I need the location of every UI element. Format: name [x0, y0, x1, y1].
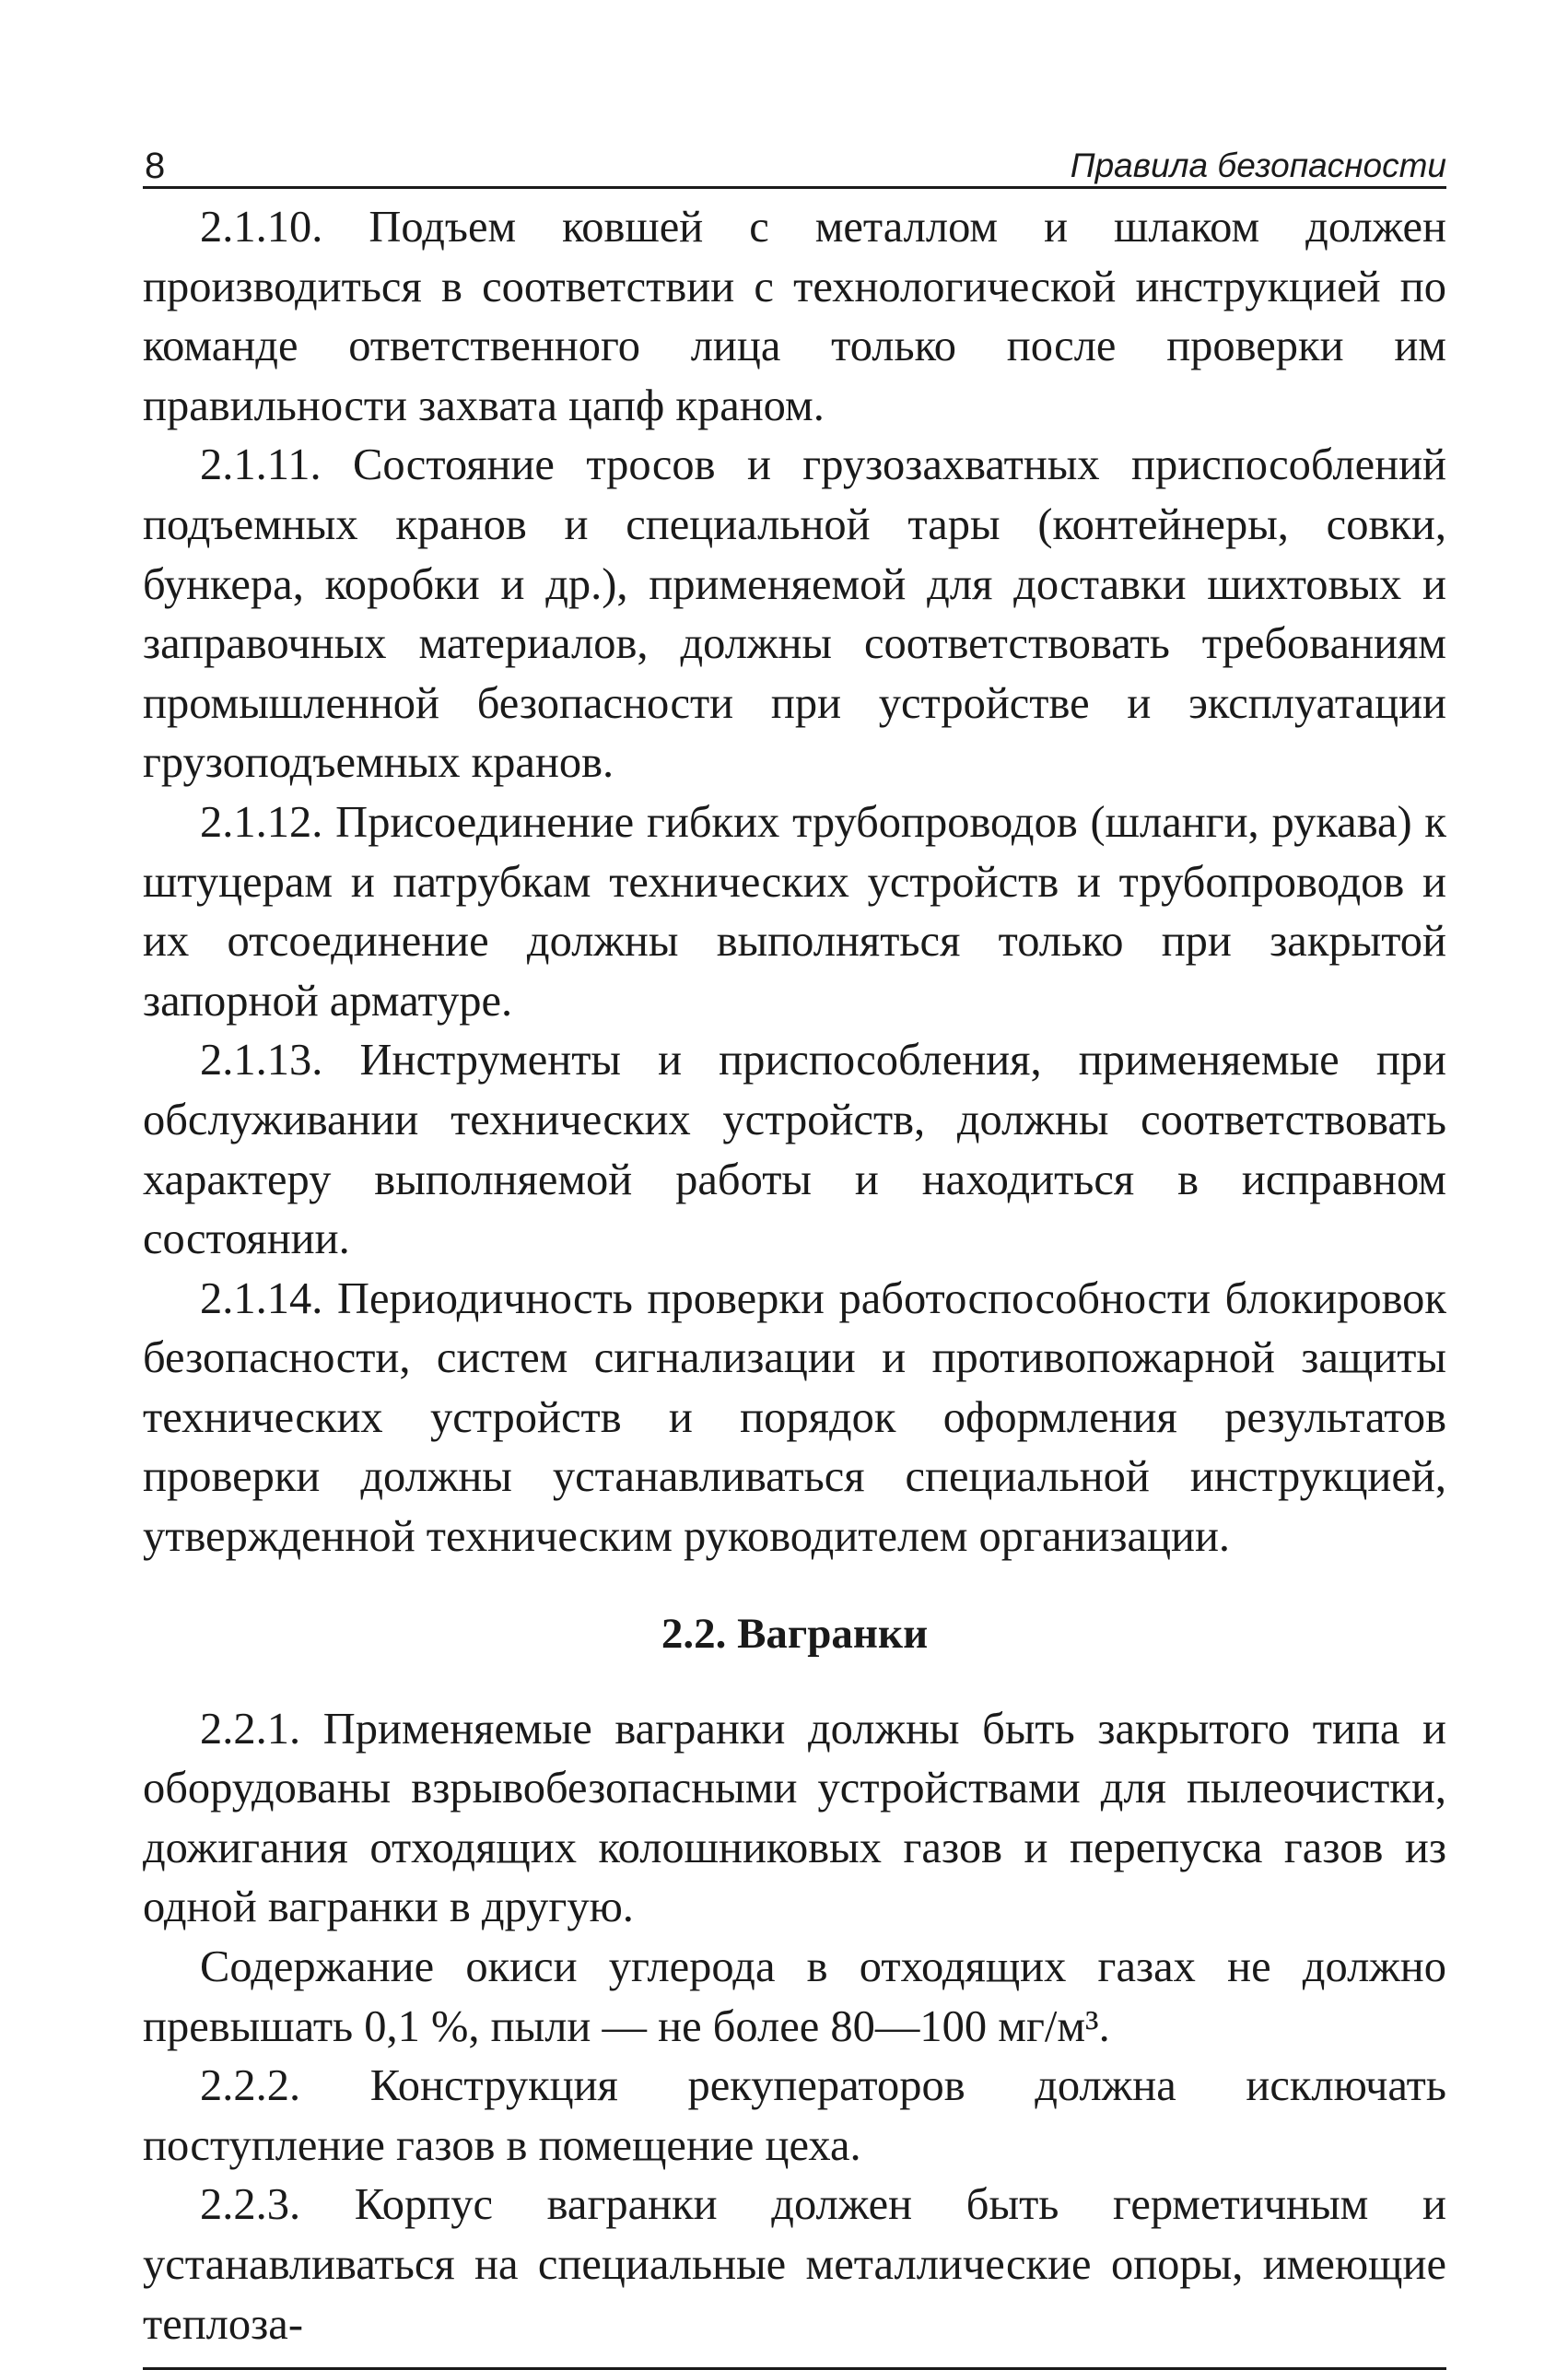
- paragraph-co-content: Содержание окиси углерода в отходящих газах не должно превышать 0,1 %, пыли — не более 80—100 мг/м³.: [143, 1942, 1446, 2051]
- paragraph-2-2-2: 2.2.2. Конструкция рекуператоров должна исключать поступление газов в помещение цеха.: [143, 2061, 1446, 2170]
- paragraph-2-1-11: 2.1.11. Состояние тросов и грузозахватных приспособлений подъемных кранов и специальной тары (контейнеры, совки, бункера, коробки и др.), применяемой для доставки шихтовых и заправочных материалов, должны соответствовать требованиям промышленной безопасности при устройстве и эксплуатации грузоподъемных кранов.: [143, 440, 1446, 788]
- running-title: Правила безопасности: [1070, 147, 1446, 184]
- text-body: [143, 198, 1446, 2354]
- paragraph-2-1-12: 2.1.12. Присоединение гибких трубопроводов (шланги, рукава) к штуцерам и патрубкам технических устройств и трубопроводов и их отсоединение должны выполняться только при закрытой запорной арматуре.: [143, 797, 1446, 1026]
- paragraph-2-2-3: 2.2.3. Корпус вагранки должен быть герметичным и устанавливаться на специальные металлические опоры, имеющие теплоза-: [143, 2180, 1446, 2349]
- paragraph-2-2-1: 2.2.1. Применяемые вагранки должны быть закрытого типа и оборудованы взрывобезопасными устройствами для пылеочистки, дожигания отходящих колошниковых газов и перепуска газов из одной вагранки в другую.: [143, 1704, 1446, 1932]
- section-heading: 2.2. Вагранки: [661, 1609, 929, 1658]
- running-header: [143, 129, 1446, 189]
- book-page: [143, 129, 1446, 2370]
- paragraph-2-1-10: 2.1.10. Подъем ковшей с металлом и шлаком должен производиться в соответствии с технологической инструкцией по команде ответственного лица только после проверки им правильности захвата цапф краном.: [143, 203, 1446, 430]
- paragraph-2-1-14: 2.1.14. Периодичность проверки работоспособности блокировок безопасности, систем сигнализации и противопожарной защиты технических устройств и порядок оформления результатов проверки должны устанавливаться специальной инструкцией, утвержденной техническим руководителем организации.: [143, 1273, 1446, 1562]
- page-number: 8: [145, 146, 166, 186]
- paragraph-2-1-13: 2.1.13. Инструменты и приспособления, применяемые при обслуживании технических устройств, должны соответствовать характеру выполняемой работы и находиться в исправном состоянии.: [143, 1036, 1446, 1264]
